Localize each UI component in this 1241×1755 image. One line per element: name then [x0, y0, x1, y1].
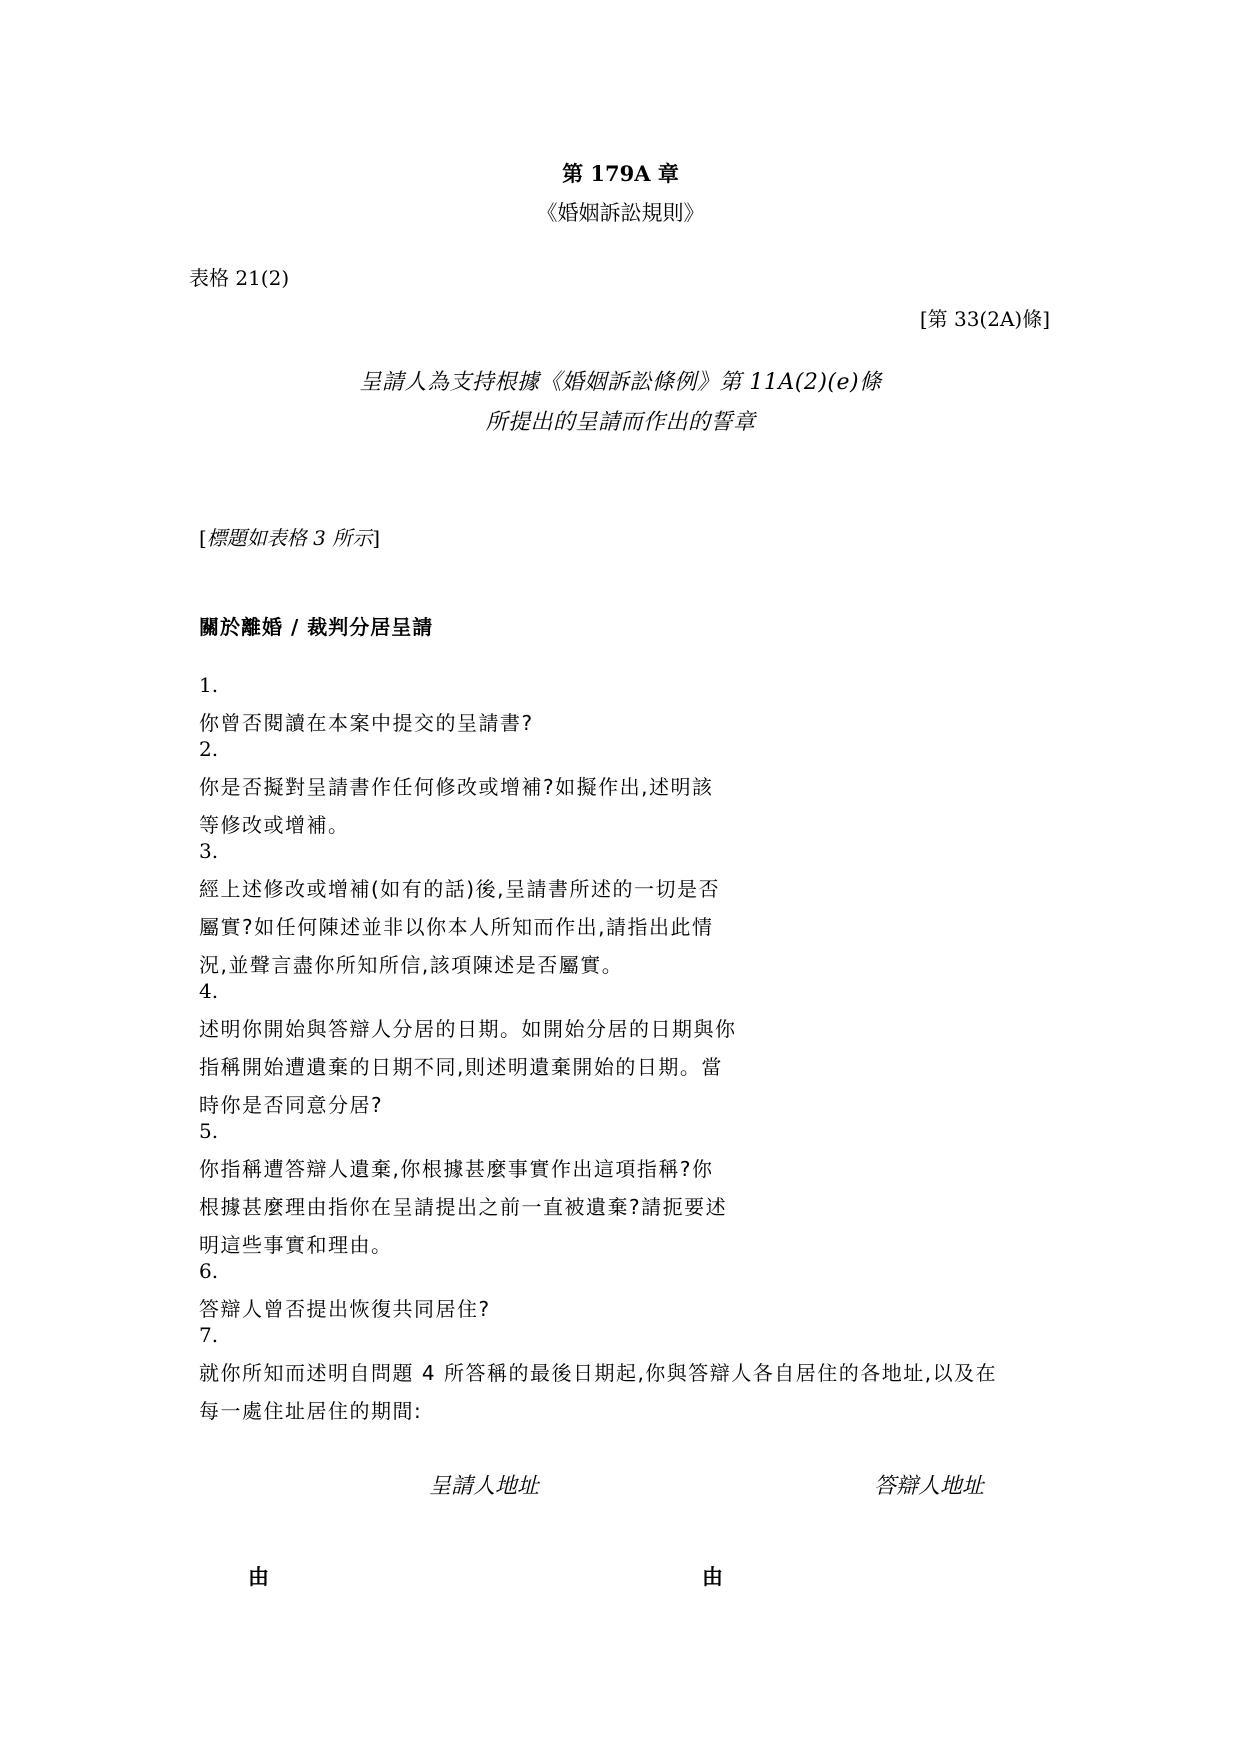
petitioner-address-header: 呈請人地址 — [429, 1474, 540, 1499]
question-3-line-2: 屬實?如任何陳述並非以你本人所知而作出,請指出此情 — [199, 915, 714, 939]
question-5-line-3: 明這些事實和理由。 — [199, 1233, 393, 1257]
question-4-line-2: 指稱開始遭遺棄的日期不同,則述明遺棄開始的日期。當 — [199, 1055, 723, 1079]
question-5-line-1: 你指稱遭答辯人遺棄,你根據甚麼事實作出這項指稱?你 — [199, 1157, 714, 1181]
rule-reference: [第 33(2A)條] — [919, 307, 1050, 331]
affidavit-title-line-1: 呈請人為支持根據《婚姻訴訟條例》第 11A(2)(e)條 — [359, 370, 882, 395]
respondent-address-header: 答辯人地址 — [874, 1474, 985, 1499]
question-5-line-2: 根據甚麼理由指你在呈請提出之前一直被遺棄?請扼要述 — [199, 1195, 728, 1219]
question-4-number: 4. — [199, 979, 219, 1003]
question-3-line-1: 經上述修改或增補(如有的話)後,呈請書所述的一切是否 — [199, 877, 720, 901]
question-7-number: 7. — [199, 1323, 219, 1347]
question-2-number: 2. — [199, 737, 219, 761]
question-6-line-1: 答辯人曾否提出恢復共同居住? — [199, 1297, 491, 1321]
heading-note-text: 標題如表格 3 所示 — [206, 526, 373, 550]
question-7-line-2: 每一處住址居住的期間: — [199, 1399, 423, 1423]
rules-title: 《婚姻訴訟規則》 — [536, 201, 705, 225]
question-3-number: 3. — [199, 839, 219, 863]
question-4-line-1: 述明你開始與答辯人分居的日期。如開始分居的日期與你 — [199, 1017, 737, 1041]
affidavit-title-line-2: 所提出的呈請而作出的誓章 — [485, 410, 756, 435]
form-number: 表格 21(2) — [189, 266, 290, 290]
question-2-line-2: 等修改或增補。 — [199, 813, 350, 837]
question-1-number: 1. — [199, 673, 219, 697]
question-2-line-1: 你是否擬對呈請書作任何修改或增補?如擬作出,述明該 — [199, 775, 714, 799]
question-6-number: 6. — [199, 1259, 219, 1283]
heading-note — [199, 522, 380, 551]
question-3-line-3: 況,並聲言盡你所知所信,該項陳述是否屬實。 — [199, 953, 624, 977]
heading-note-open-bracket: [ — [199, 526, 207, 550]
section-heading: 關於離婚 / 裁判分居呈請 — [199, 615, 434, 639]
question-5-number: 5. — [199, 1119, 219, 1143]
question-4-line-3: 時你是否同意分居? — [199, 1093, 384, 1117]
petitioner-from-label: 由 — [248, 1565, 269, 1589]
question-1-line-1: 你曾否閱讀在本案中提交的呈請書? — [199, 711, 534, 735]
heading-note-close-bracket: ] — [372, 526, 381, 550]
chapter-title: 第 179A 章 — [562, 161, 679, 186]
respondent-from-label: 由 — [702, 1565, 723, 1589]
question-7-line-1: 就你所知而述明自問題 4 所答稱的最後日期起,你與答辯人各自居住的各地址,以及在 — [199, 1361, 998, 1385]
